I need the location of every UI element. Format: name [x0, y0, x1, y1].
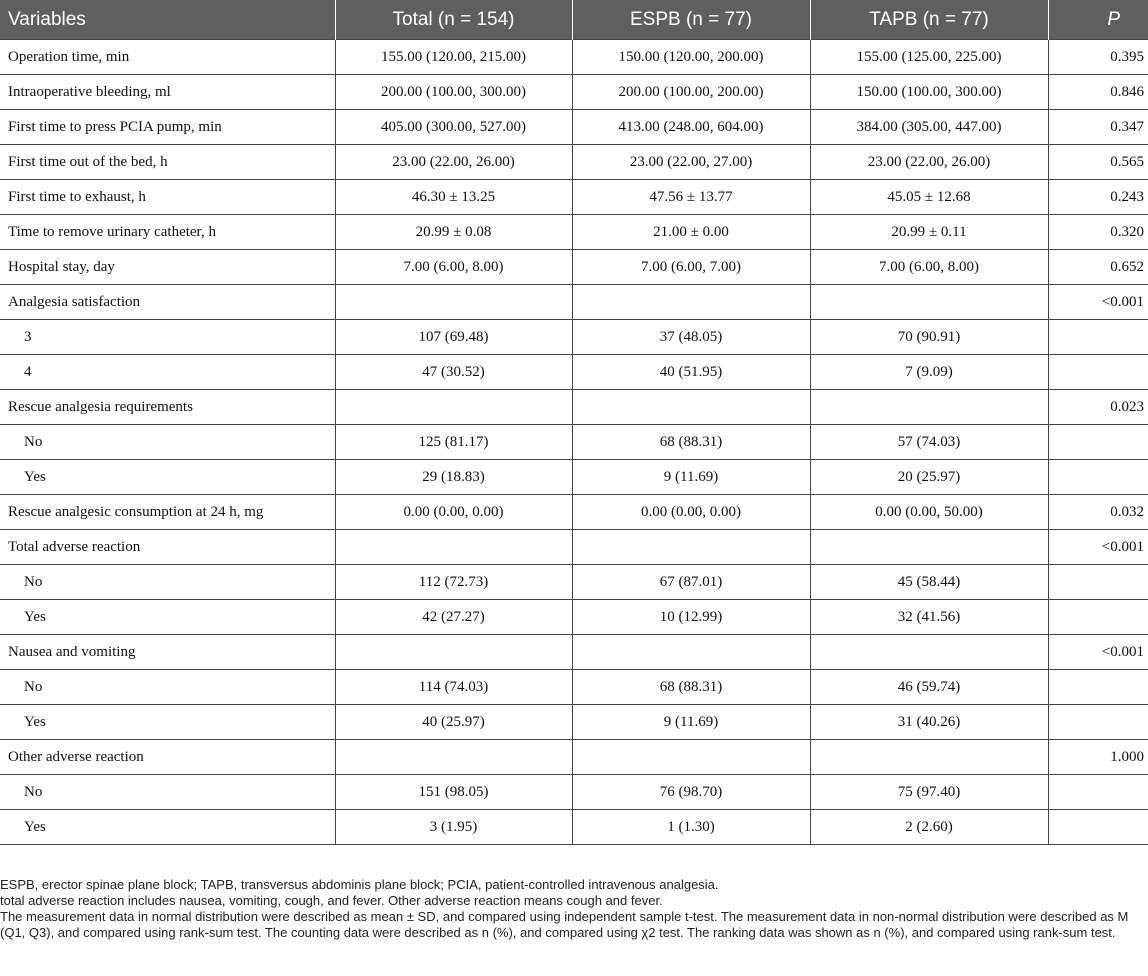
- cell-p-value: [1048, 460, 1148, 495]
- cell-p-value: 0.023: [1048, 390, 1148, 425]
- table-row: [0, 110, 1148, 145]
- cell-p-value: [1048, 705, 1148, 740]
- row-label: Rescue analgesia requirements: [0, 390, 335, 425]
- row-label: 4: [0, 355, 335, 390]
- table-row: [0, 810, 1148, 845]
- cell-tapb: 7.00 (6.00, 8.00): [810, 250, 1048, 285]
- cell-total: 151 (98.05): [335, 775, 572, 810]
- cell-total: 29 (18.83): [335, 460, 572, 495]
- table-row: [0, 565, 1148, 600]
- row-label: Nausea and vomiting: [0, 635, 335, 670]
- row-label: Operation time, min: [0, 40, 335, 75]
- header-p: P: [1048, 0, 1148, 40]
- cell-total: 23.00 (22.00, 26.00): [335, 145, 572, 180]
- cell-total: 47 (30.52): [335, 355, 572, 390]
- cell-p-value: 0.846: [1048, 75, 1148, 110]
- table-body: [0, 40, 1148, 845]
- cell-espb: [572, 740, 810, 775]
- cell-tapb: 46 (59.74): [810, 670, 1048, 705]
- row-label: First time out of the bed, h: [0, 145, 335, 180]
- table-row: [0, 425, 1148, 460]
- cell-tapb: [810, 635, 1048, 670]
- row-label: Yes: [0, 705, 335, 740]
- cell-espb: 67 (87.01): [572, 565, 810, 600]
- row-label: Intraoperative bleeding, ml: [0, 75, 335, 110]
- cell-espb: 1 (1.30): [572, 810, 810, 845]
- table-row: [0, 670, 1148, 705]
- cell-tapb: 20.99 ± 0.11: [810, 215, 1048, 250]
- cell-p-value: 0.565: [1048, 145, 1148, 180]
- cell-tapb: 23.00 (22.00, 26.00): [810, 145, 1048, 180]
- table-row: [0, 495, 1148, 530]
- cell-espb: 68 (88.31): [572, 670, 810, 705]
- cell-p-value: [1048, 600, 1148, 635]
- cell-p-value: 0.395: [1048, 40, 1148, 75]
- table-row: [0, 355, 1148, 390]
- cell-tapb: 70 (90.91): [810, 320, 1048, 355]
- cell-tapb: 155.00 (125.00, 225.00): [810, 40, 1048, 75]
- cell-espb: 413.00 (248.00, 604.00): [572, 110, 810, 145]
- cell-tapb: 31 (40.26): [810, 705, 1048, 740]
- table-row: [0, 705, 1148, 740]
- cell-p-value: [1048, 810, 1148, 845]
- cell-total: 125 (81.17): [335, 425, 572, 460]
- header-total: Total (n = 154): [335, 0, 572, 40]
- table-row: [0, 250, 1148, 285]
- cell-total: [335, 635, 572, 670]
- cell-total: 46.30 ± 13.25: [335, 180, 572, 215]
- footnote-methods: The measurement data in normal distribution were described as mean ± SD, and compared using independent sample t-test. The measurement data in non-normal distribution were described as M (Q1, Q3), and compared using rank-sum test. The counting data were described as n (%), and compared using χ2 test. The ranking data was shown as n (%), and compared using rank-sum test.: [0, 909, 1129, 940]
- row-label: Time to remove urinary catheter, h: [0, 215, 335, 250]
- cell-p-value: 1.000: [1048, 740, 1148, 775]
- cell-p-value: [1048, 670, 1148, 705]
- cell-espb: 40 (51.95): [572, 355, 810, 390]
- cell-total: 107 (69.48): [335, 320, 572, 355]
- cell-total: 7.00 (6.00, 8.00): [335, 250, 572, 285]
- row-label: Other adverse reaction: [0, 740, 335, 775]
- cell-espb: 37 (48.05): [572, 320, 810, 355]
- table-header: [0, 0, 1148, 40]
- table-row: [0, 635, 1148, 670]
- cell-espb: 9 (11.69): [572, 705, 810, 740]
- cell-espb: 21.00 ± 0.00: [572, 215, 810, 250]
- table-row: [0, 285, 1148, 320]
- cell-p-value: [1048, 355, 1148, 390]
- cell-total: 200.00 (100.00, 300.00): [335, 75, 572, 110]
- cell-tapb: 7 (9.09): [810, 355, 1048, 390]
- cell-total: [335, 740, 572, 775]
- table-row: [0, 180, 1148, 215]
- row-label: Rescue analgesic consumption at 24 h, mg: [0, 495, 335, 530]
- cell-espb: [572, 635, 810, 670]
- cell-total: [335, 390, 572, 425]
- table-row: [0, 215, 1148, 250]
- header-tapb: TAPB (n = 77): [810, 0, 1048, 40]
- cell-total: 20.99 ± 0.08: [335, 215, 572, 250]
- cell-p-value: [1048, 775, 1148, 810]
- cell-tapb: 150.00 (100.00, 300.00): [810, 75, 1048, 110]
- cell-espb: 68 (88.31): [572, 425, 810, 460]
- cell-tapb: [810, 390, 1048, 425]
- cell-total: 155.00 (120.00, 215.00): [335, 40, 572, 75]
- table-row: [0, 460, 1148, 495]
- table-row: [0, 390, 1148, 425]
- cell-tapb: 75 (97.40): [810, 775, 1048, 810]
- cell-espb: 76 (98.70): [572, 775, 810, 810]
- table-row: [0, 75, 1148, 110]
- cell-total: [335, 285, 572, 320]
- cell-tapb: 45 (58.44): [810, 565, 1048, 600]
- cell-total: 40 (25.97): [335, 705, 572, 740]
- row-label: No: [0, 670, 335, 705]
- cell-espb: [572, 530, 810, 565]
- cell-tapb: 20 (25.97): [810, 460, 1048, 495]
- cell-espb: [572, 390, 810, 425]
- cell-tapb: 2 (2.60): [810, 810, 1048, 845]
- row-label: Yes: [0, 810, 335, 845]
- header-row: [0, 0, 1148, 40]
- cell-espb: 7.00 (6.00, 7.00): [572, 250, 810, 285]
- cell-espb: 9 (11.69): [572, 460, 810, 495]
- table-row: [0, 600, 1148, 635]
- table-row: [0, 530, 1148, 565]
- cell-total: 0.00 (0.00, 0.00): [335, 495, 572, 530]
- cell-tapb: [810, 285, 1048, 320]
- row-label: First time to exhaust, h: [0, 180, 335, 215]
- cell-p-value: 0.652: [1048, 250, 1148, 285]
- cell-total: 42 (27.27): [335, 600, 572, 635]
- row-label: 3: [0, 320, 335, 355]
- cell-p-value: 0.320: [1048, 215, 1148, 250]
- cell-total: 3 (1.95): [335, 810, 572, 845]
- cell-espb: 47.56 ± 13.77: [572, 180, 810, 215]
- cell-espb: [572, 285, 810, 320]
- table-footnotes: [0, 877, 1148, 941]
- cell-p-value: 0.032: [1048, 495, 1148, 530]
- row-label: Yes: [0, 460, 335, 495]
- cell-tapb: 384.00 (305.00, 447.00): [810, 110, 1048, 145]
- table-row: [0, 740, 1148, 775]
- table-row: [0, 145, 1148, 180]
- table-row: [0, 775, 1148, 810]
- cell-tapb: 32 (41.56): [810, 600, 1048, 635]
- cell-p-value: [1048, 320, 1148, 355]
- row-label: No: [0, 775, 335, 810]
- cell-tapb: [810, 530, 1048, 565]
- cell-total: 114 (74.03): [335, 670, 572, 705]
- header-espb: ESPB (n = 77): [572, 0, 810, 40]
- row-label: No: [0, 425, 335, 460]
- cell-p-value: <0.001: [1048, 285, 1148, 320]
- cell-tapb: 57 (74.03): [810, 425, 1048, 460]
- cell-p-value: <0.001: [1048, 635, 1148, 670]
- row-label: Hospital stay, day: [0, 250, 335, 285]
- row-label: Yes: [0, 600, 335, 635]
- footnote-abbreviations: ESPB, erector spinae plane block; TAPB, transversus abdominis plane block; PCIA, patient-controlled intravenous analgesia.: [0, 877, 719, 892]
- cell-tapb: [810, 740, 1048, 775]
- cell-espb: 23.00 (22.00, 27.00): [572, 145, 810, 180]
- cell-p-value: [1048, 565, 1148, 600]
- cell-p-value: [1048, 425, 1148, 460]
- cell-p-value: <0.001: [1048, 530, 1148, 565]
- row-label: No: [0, 565, 335, 600]
- header-variables: Variables: [0, 0, 335, 40]
- table-row: [0, 320, 1148, 355]
- cell-espb: 150.00 (120.00, 200.00): [572, 40, 810, 75]
- cell-p-value: 0.347: [1048, 110, 1148, 145]
- row-label: First time to press PCIA pump, min: [0, 110, 335, 145]
- cell-total: [335, 530, 572, 565]
- cell-p-value: 0.243: [1048, 180, 1148, 215]
- cell-espb: 10 (12.99): [572, 600, 810, 635]
- footnote-adverse: total adverse reaction includes nausea, vomiting, cough, and fever. Other adverse reaction means cough and fever.: [0, 893, 663, 908]
- cell-total: 112 (72.73): [335, 565, 572, 600]
- cell-tapb: 0.00 (0.00, 50.00): [810, 495, 1048, 530]
- row-label: Total adverse reaction: [0, 530, 335, 565]
- cell-total: 405.00 (300.00, 527.00): [335, 110, 572, 145]
- table-row: [0, 40, 1148, 75]
- cell-tapb: 45.05 ± 12.68: [810, 180, 1048, 215]
- cell-espb: 0.00 (0.00, 0.00): [572, 495, 810, 530]
- cell-espb: 200.00 (100.00, 200.00): [572, 75, 810, 110]
- row-label: Analgesia satisfaction: [0, 285, 335, 320]
